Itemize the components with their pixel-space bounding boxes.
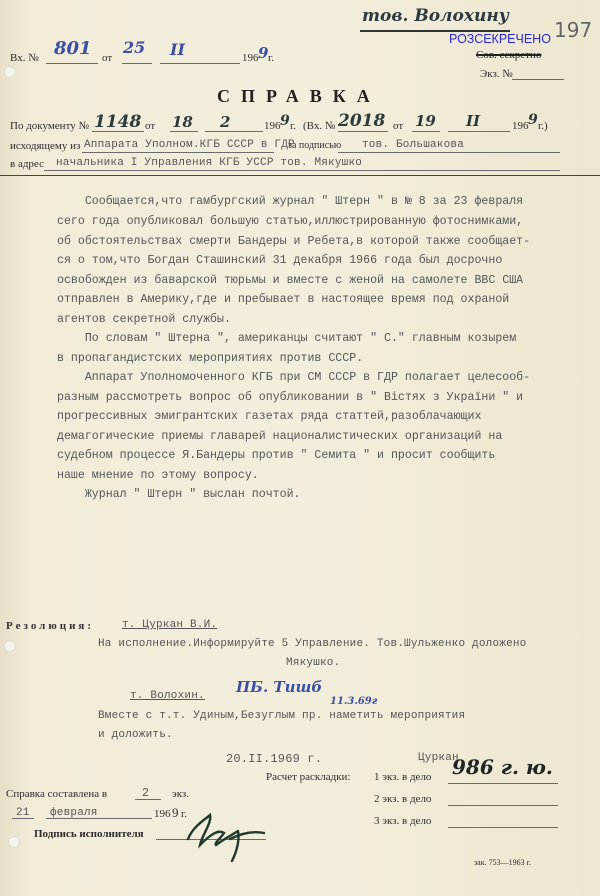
doc-month: 2 bbox=[220, 113, 231, 131]
punch-hole bbox=[4, 640, 16, 652]
resolution-signer-2: Цуркан bbox=[418, 752, 459, 764]
distribution-label: Расчет раскладки: bbox=[266, 771, 351, 783]
body-line: об обстоятельствах смерти Бандеры и Ребета,в которой также сообщает- bbox=[57, 235, 531, 248]
incoming-ref-month: II bbox=[466, 112, 481, 130]
page-title: СПРАВКА bbox=[217, 86, 381, 106]
classification-struck: Сов. секретно bbox=[476, 49, 542, 61]
resolution-text-1: На исполнение.Информируйте 5 Управление. Тов.Шульженко доложено bbox=[98, 638, 527, 650]
signature-label: Подпись исполнителя bbox=[34, 828, 144, 840]
handwritten-signature: ПБ. Тишб bbox=[236, 678, 323, 696]
body-line: освобожден из баварской тюрьмы и вместе с женой на самолете ВВС США bbox=[57, 274, 524, 287]
resolution-text-2b: и доложить. bbox=[98, 729, 173, 741]
from-label: от bbox=[102, 52, 113, 64]
body-line: Сообщается,что гамбургский журнал " Штерн " в № 8 за 23 февраля bbox=[57, 195, 524, 208]
distribution-row-1-label: 1 экз. в дело bbox=[374, 771, 432, 783]
incoming-month: II bbox=[170, 40, 185, 59]
incoming-ref-label: (Вх. № bbox=[303, 120, 336, 132]
copy-label: Экз. № bbox=[480, 68, 513, 80]
incoming-ref-from: от bbox=[393, 120, 404, 132]
body-line: ся о том,что Богдан Сташинский 31 декабря 1966 года был досрочно bbox=[57, 254, 503, 267]
incoming-ref-day: 19 bbox=[415, 112, 436, 130]
body-line: разным рассмотреть вопрос об опубликовании в " Вістях з України " и bbox=[57, 391, 524, 404]
resolution-addressee-1: т. Цуркан В.И. bbox=[122, 619, 218, 631]
address-value: начальника I Управления КГБ УССР тов. Мякушко bbox=[56, 157, 363, 169]
distribution-row-1-value: 986 г. ю. bbox=[452, 755, 553, 779]
signed-label: за подписью bbox=[288, 140, 342, 151]
resolution-signer-1: Мякушко. bbox=[286, 657, 341, 669]
body-line: судебном процессе Я.Бандеры против " Семита " и просит сообщить bbox=[57, 449, 496, 462]
doc-label: По документу № bbox=[10, 120, 89, 132]
incoming-ref-number: 2018 bbox=[338, 111, 386, 131]
doc-year-digit: 9 bbox=[280, 113, 290, 129]
resolution-date: 20.II.1969 г. bbox=[226, 752, 323, 766]
print-order: зак. 753—1963 г. bbox=[474, 858, 531, 867]
outgoing-value: Аппарата Уполном.КГБ СССР в ГДР bbox=[84, 139, 295, 151]
distribution-row-2-label: 2 экз. в дело bbox=[374, 793, 432, 805]
resolution-label: Резолюция: bbox=[6, 620, 95, 632]
declassified-stamp: РОЗСЕКРЕЧЕНО bbox=[449, 32, 551, 46]
compiled-label: Справка составлена в bbox=[6, 788, 108, 800]
doc-day: 18 bbox=[172, 113, 193, 131]
handwritten-date: 11.3.69г bbox=[330, 696, 378, 707]
body-line: отправлен в Америку,где и пребывает в настоящее время под охраной bbox=[57, 293, 510, 306]
copies-count: 2 bbox=[142, 787, 150, 800]
incoming-day: 25 bbox=[123, 38, 146, 57]
incoming-year-prefix: 196 bbox=[242, 52, 259, 64]
compiled-month: февраля bbox=[50, 807, 98, 819]
resolution-addressee-2: т. Волохин. bbox=[130, 690, 205, 702]
body-line: Аппарат Уполномоченного КГБ при СМ СССР в ГДР полагает целесооб- bbox=[57, 371, 531, 384]
body-line: прогрессивных эмигрантских газетах ряда статтей,разоблачающих bbox=[57, 410, 482, 423]
punch-hole bbox=[4, 66, 16, 78]
doc-from-label: от bbox=[145, 120, 156, 132]
incoming-label: Вх. № bbox=[10, 52, 39, 64]
incoming-number: 801 bbox=[54, 38, 92, 59]
address-label: в адрес bbox=[10, 158, 44, 170]
resolution-text-2: Вместе с т.т. Удиным,Безуглым пр. наметить мероприятия bbox=[98, 710, 466, 722]
outgoing-label: исходящему из bbox=[10, 140, 81, 152]
body-line: сего года опубликовал большую статью,иллюстрированную фотоснимками, bbox=[57, 215, 524, 228]
incoming-year-suffix: г. bbox=[268, 52, 275, 64]
punch-hole bbox=[8, 836, 20, 848]
compiled-year-digit: 9 bbox=[172, 805, 179, 820]
incoming-ref-close: г.) bbox=[538, 120, 548, 132]
body-line: Журнал " Штерн " выслан почтой. bbox=[57, 488, 301, 501]
handwritten-note: тов. Волохину bbox=[362, 6, 509, 26]
executor-signature-icon bbox=[180, 805, 270, 865]
incoming-ref-year-prefix: 196 bbox=[512, 120, 529, 132]
distribution-row-3-label: 3 экз. в дело bbox=[374, 815, 432, 827]
doc-year-suffix: г. bbox=[290, 120, 297, 132]
body-line: демагогические приемы главарей националистических организаций на bbox=[57, 430, 503, 443]
body-line: в пропагандистских мероприятиях против СССР. bbox=[57, 352, 364, 365]
compiled-day: 21 bbox=[16, 807, 30, 819]
body-line: По словам " Штерна ", американцы считают " С." главным козырем bbox=[57, 332, 517, 345]
incoming-year-digit: 9 bbox=[258, 44, 269, 62]
page-number: 197 bbox=[554, 18, 593, 42]
incoming-ref-year-digit: 9 bbox=[528, 112, 538, 128]
body-line: наше мнение по этому вопросу. bbox=[57, 469, 259, 482]
body-line: агентов секретной службы. bbox=[57, 313, 231, 326]
compiled-year-prefix: 196 bbox=[154, 808, 171, 820]
copies-suffix: экз. bbox=[172, 788, 190, 800]
doc-year-prefix: 196 bbox=[264, 120, 281, 132]
signed-value: тов. Большакова bbox=[362, 139, 465, 151]
compiled-year-suffix: г. bbox=[181, 808, 188, 820]
doc-number: 1148 bbox=[94, 112, 142, 132]
